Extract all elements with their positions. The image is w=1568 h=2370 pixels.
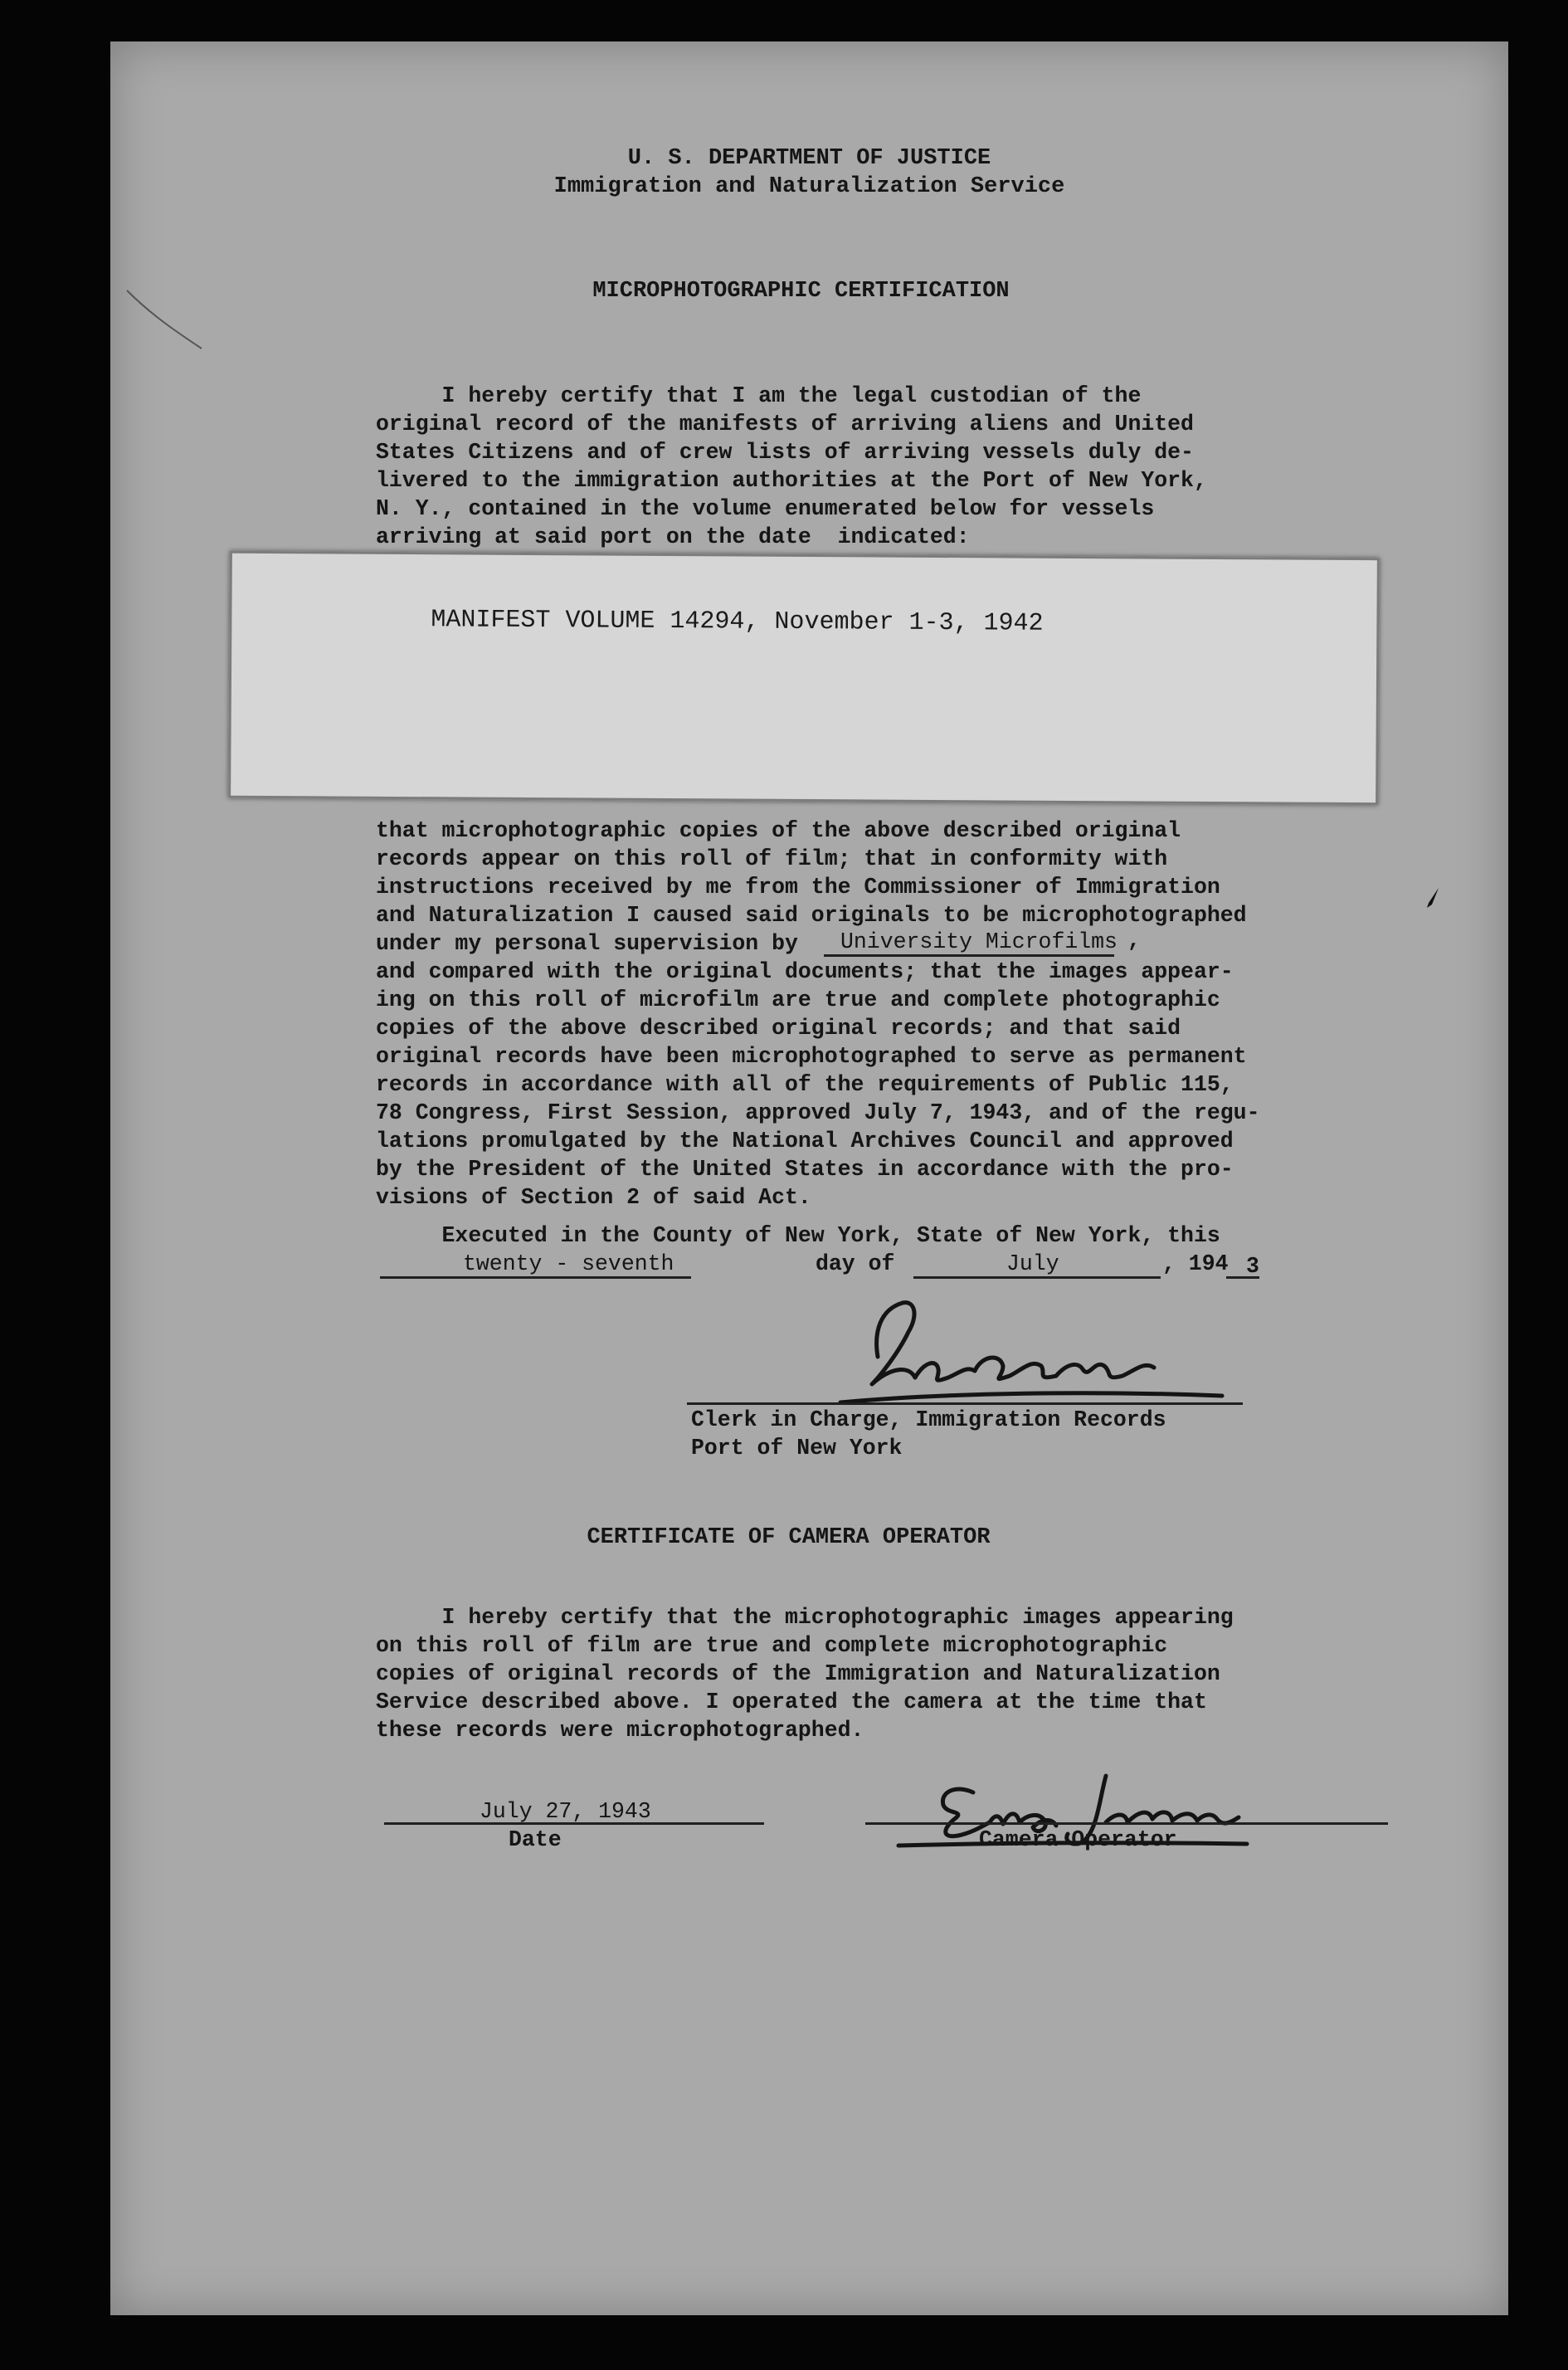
intro-line: States Citizens and of crew lists of arriving vessels duly de- [376,440,1194,465]
body-line: ing on this roll of microfilm are true and complete photographic [376,988,1220,1012]
pasted-volume-slip [228,551,1380,805]
body-line: under my personal supervision by [376,931,798,956]
clerk-signature-line [687,1402,1243,1405]
document-page: U. S. DEPARTMENT OF JUSTICE Immigration and Naturalization Service MICROPHOTOGRAPHIC CERTIFICATION I hereby certify that I am the legal custodian of the original record of the manifests of arriving aliens and United States Citizens and of crew lists of arriving vessels duly de- livered to the immigration authorities at the Port of New York, N. Y., contained in the volume enumerated below for vessels arriving at said port on the date indicated: MANIFEST VOLUME 14294, November 1-3, 1942 that microphotographic copies of the above described original records appear on this roll of film; that in conformity with instructions received by me from the Commissioner of Immigration and Naturalization I caused said originals to be microphotographed under my personal supervision by University Microfilms , and compared with the original documents; that the images appear- ing on this roll of microfilm are true and complete photographic copies of the above described original records; and that said original records have been microphotographed to serve as permanent records in accordance with all of the requirements of Public 115, 78 Congress, First Session, approved July 7, 1943, and of the regu- lations promulgated by the National Archives Council and approved by the President of the United States in accordance with the pro- visions of Section 2 of said Act. Executed in the County of New York, State of New York, this twenty - seventh day of July , 194 3 Clerk in Charge, Immigration Records Port of New York CERTIFICATE OF CAMERA OPERATOR I hereby certify that the microphotographic images appearing on this roll of film are true and complete microphotographic copies of original records of the Immigration and Naturalization Service described above. I operated the camera at the time that these records were microphotographed. July 27, 1943 Date Camera Operator [110,41,1508,2315]
intro-line: arriving at said port on the date indicated: [376,524,970,549]
camera-line: Service described above. I operated the camera at the time that [376,1690,1207,1714]
body-line: records appear on this roll of film; that in conformity with [376,846,1168,871]
supervisor-value: University Microfilms [840,929,1118,954]
manifest-volume: MANIFEST VOLUME 14294, November 1-3, 1942 [431,606,1044,638]
operator-date-line [384,1822,764,1825]
year-suffix: 3 [1246,1254,1259,1279]
intro-line: livered to the immigration authorities at the Port of New York, [376,468,1207,493]
department-heading: U. S. DEPARTMENT OF JUSTICE [627,146,991,171]
camera-operator-title: CERTIFICATE OF CAMERA OPERATOR [587,1525,991,1550]
day-value: twenty - seventh [463,1251,674,1276]
camera-line: these records were microphotographed. [376,1718,864,1743]
body-line: copies of the above described original records; and that said [376,1016,1181,1041]
certification-title: MICROPHOTOGRAPHIC CERTIFICATION [592,279,1010,304]
camera-line: I hereby certify that the microphotographic images appearing [376,1605,1234,1630]
operator-label: Camera Operator [979,1827,1177,1852]
day-line [380,1276,691,1279]
operator-date-value: July 27, 1943 [480,1799,651,1824]
clerk-title: Clerk in Charge, Immigration Records [691,1407,1166,1432]
body-line: original records have been microphotographed to serve as permanent [376,1044,1247,1069]
month-value: July [1006,1251,1059,1276]
edge-scratch [110,249,210,357]
intro-line: N. Y., contained in the volume enumerated below for vessels [376,496,1155,521]
body-line: records in accordance with all of the requirements of Public 115, [376,1072,1234,1097]
camera-line: copies of original records of the Immigration and Naturalization [376,1661,1220,1686]
camera-line: on this roll of film are true and complete microphotographic [376,1633,1168,1658]
body-line: visions of Section 2 of said Act. [376,1185,811,1210]
body-line: lations promulgated by the National Archives Council and approved [376,1129,1234,1153]
operator-date-label: Date [509,1827,562,1852]
body-line: that microphotographic copies of the above described original [376,818,1181,843]
body-line: and Naturalization I caused said originals to be microphotographed [376,903,1247,928]
service-heading: Immigration and Naturalization Service [553,174,1065,199]
intro-line: original record of the manifests of arriving aliens and United [376,412,1194,436]
operator-signature-line [865,1822,1388,1825]
body-line: and compared with the original documents; that the images appear- [376,959,1234,984]
executed-line: Executed in the County of New York, State of New York, this [376,1223,1220,1248]
ink-mark [1424,886,1442,909]
body-line: instructions received by me from the Commissioner of Immigration [376,875,1220,900]
supervisor-line [824,954,1114,957]
day-of-label: day of [816,1251,895,1276]
intro-line: I hereby certify that I am the legal custodian of the [376,383,1142,408]
month-line [913,1276,1161,1279]
year-prefix: , 194 [1162,1251,1229,1276]
clerk-location: Port of New York [691,1436,903,1461]
body-line: by the President of the United States in accordance with the pro- [376,1157,1234,1182]
body-line: 78 Congress, First Session, approved July 7, 1943, and of the regu- [376,1100,1260,1125]
